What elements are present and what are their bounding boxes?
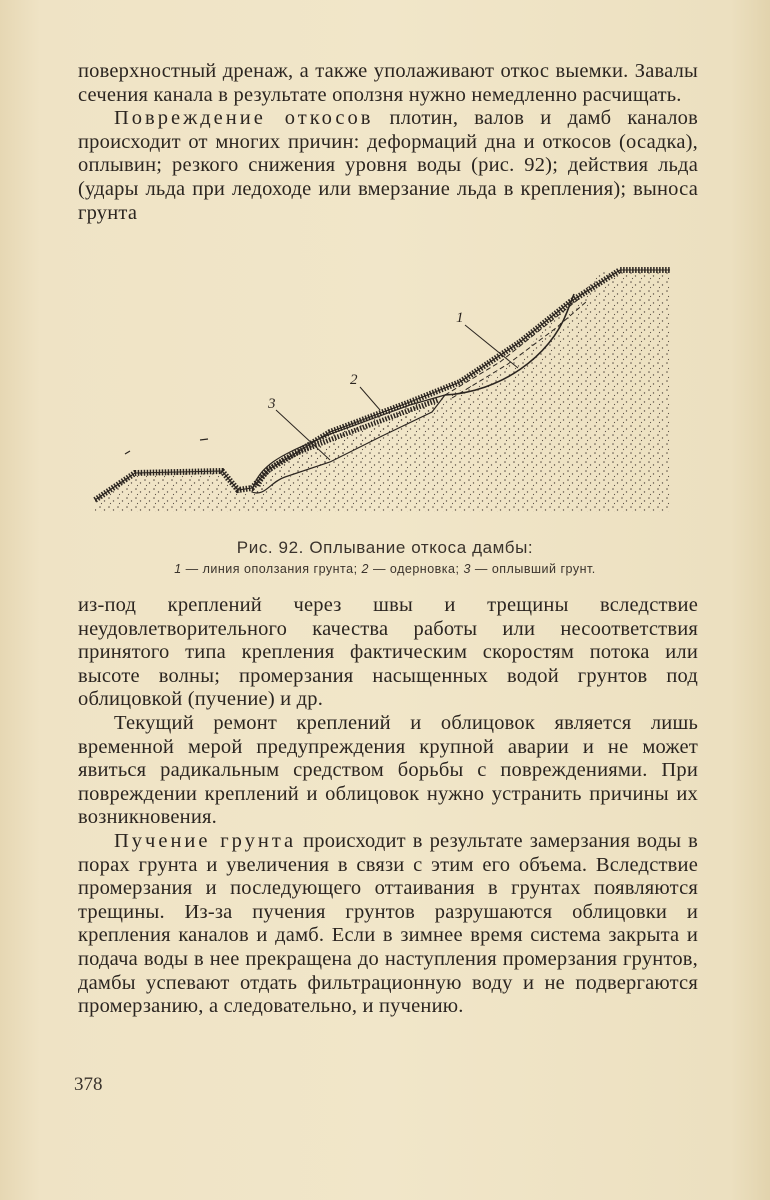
page-number: 378 bbox=[74, 1074, 103, 1095]
paragraph: Текущий ремонт креплений и облицовок является лишь временной мерой предупреждения крупной аварии и не может явиться радикальным средством борьбы с повреждениями. При повреждении креплений и облицовок нужно устранить причины их возникновения. bbox=[78, 711, 698, 829]
paragraph-text: происходит в результате замерзания воды в порах грунта и увеличения в связи с этим его объема. Вследствие промерзания и последующего оттаивания в грунтах появляются трещины. Из-за пучения грунтов разрушаются облицовки и крепления каналов и дамб. Если в зимнее время система закрыта и подача воды в нее прекращена до наступления промерзания грунтов, дамбы успевают отдать фильтрационную воду и не подвергаются промерзанию, а следовательно, и пучению. bbox=[78, 829, 698, 1018]
callout-2: 2 bbox=[350, 372, 358, 388]
spaced-lead-term: Повреждение откосов bbox=[114, 107, 374, 130]
legend-num: 1 bbox=[174, 562, 182, 576]
figure-caption-title: Рис. 92. Оплывание откоса дамбы: bbox=[236, 538, 534, 557]
callout-1: 1 bbox=[456, 310, 464, 326]
legend-text: — линия оползания грунта; bbox=[181, 562, 362, 576]
legend-text: — одерновка; bbox=[368, 562, 464, 576]
bottom-text-block bbox=[78, 594, 698, 1019]
spaced-lead-term: Пучение грунта bbox=[114, 829, 297, 852]
paragraph bbox=[78, 830, 698, 1019]
soil-body bbox=[95, 272, 670, 512]
paragraph: из-под креплений через швы и трещины вследствие неудовлетворительного качества работы или несоответствия принятого типа крепления фактическим скоростям потока или высоте волны; промерзания насыщенных водой грунтов под облицовкой (пучение) и др. bbox=[78, 594, 698, 711]
legend-num: 2 bbox=[361, 562, 369, 576]
figure-dam-slope-slump bbox=[80, 262, 680, 532]
top-text-block bbox=[78, 60, 698, 225]
paragraph-text: плотин, валов и дамб каналов происходит от многих причин: деформаций дна и откосов (осадка), оплывин; резкого снижения уровня воды (рис. 92); действия льда (удары льда при ледоходе или вмерзание льда в крепления); выноса грунта bbox=[78, 107, 698, 224]
figure-caption-legend bbox=[0, 562, 770, 576]
paragraph bbox=[78, 107, 698, 225]
legend-text: — оплывший грунт. bbox=[470, 562, 596, 576]
callout-3: 3 bbox=[268, 396, 276, 412]
legend-num: 3 bbox=[463, 562, 471, 576]
paragraph: поверхностный дренаж, а также уполаживают откос выемки. Завалы сечения канала в результате оползня нужно немедленно расчищать. bbox=[78, 60, 698, 106]
